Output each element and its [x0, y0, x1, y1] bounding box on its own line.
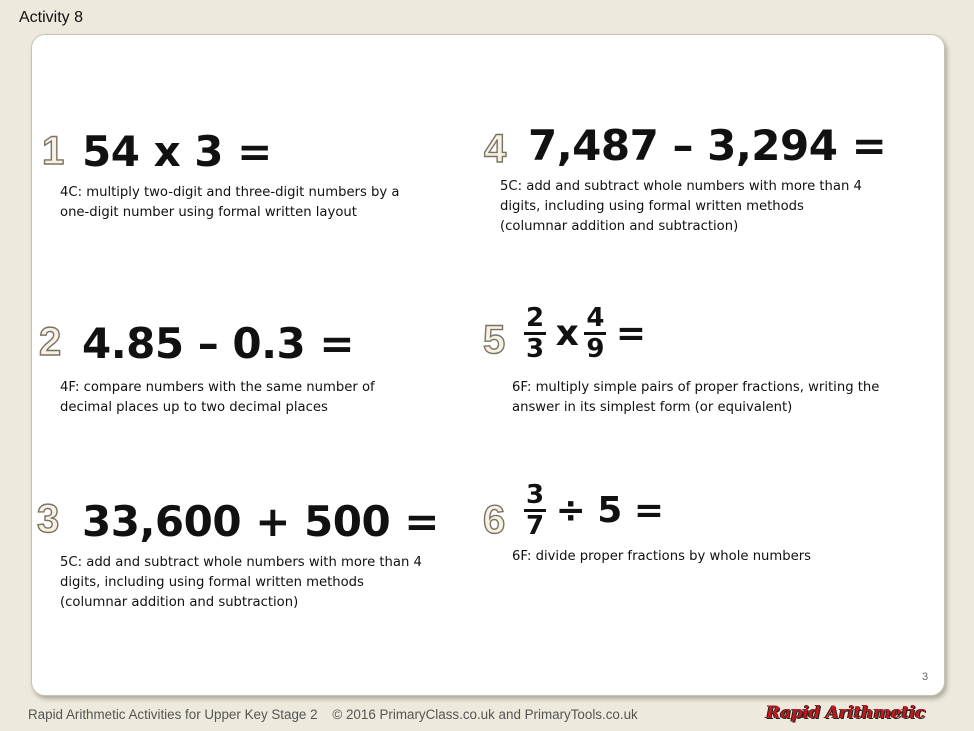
question-description-1: 4C: multiply two-digit and three-digit numbers by a one-digit number using formal written layout	[60, 185, 400, 220]
fraction-numerator: 3	[526, 480, 544, 510]
equals-sign: =	[615, 312, 646, 354]
page-number: 3	[922, 671, 929, 683]
question-number-4: 4	[484, 127, 507, 171]
question-expression-5	[524, 305, 652, 362]
equals-sign: =	[633, 489, 664, 531]
question-expression-6	[524, 482, 670, 539]
question-number-2: 2	[39, 320, 62, 364]
question-number-3: 3	[37, 497, 60, 541]
question-description-4: 5C: add and subtract whole numbers with more than 4 digits, including using formal written methods (columnar addition and subtraction)	[500, 179, 862, 234]
question-description-5: 6F: multiply simple pairs of proper fractions, writing the answer in its simplest form (or equivalent)	[512, 380, 880, 415]
question-description-2: 4F: compare numbers with the same number of decimal places up to two decimal places	[60, 380, 375, 415]
question-expression-1: 54 x 3 =	[82, 127, 272, 176]
question-description-6: 6F: divide proper fractions by whole numbers	[512, 549, 812, 564]
fraction-denominator: 9	[586, 334, 604, 364]
multiply-operator: x	[555, 312, 579, 354]
question-expression-4: 7,487 – 3,294 =	[528, 121, 887, 170]
fraction-numerator: 2	[526, 303, 544, 333]
slide-card	[31, 34, 945, 696]
rapid-arithmetic-logo: Rapid Arithmetic	[766, 703, 926, 723]
activity-title: Activity 8	[19, 9, 84, 26]
fraction-4-9	[584, 305, 606, 362]
question-expression-3: 33,600 + 500 =	[82, 497, 439, 546]
question-number-6: 6	[483, 498, 506, 542]
question-description-3: 5C: add and subtract whole numbers with more than 4 digits, including using formal written methods (columnar addition and subtraction)	[60, 555, 422, 610]
footer-text: Rapid Arithmetic Activities for Upper Key Stage 2 © 2016 PrimaryClass.co.uk and PrimaryTools.co.uk	[28, 707, 638, 722]
fraction-denominator: 3	[526, 334, 544, 364]
question-expression-2: 4.85 – 0.3 =	[82, 319, 355, 368]
question-number-5: 5	[483, 318, 506, 362]
question-number-1: 1	[42, 129, 65, 173]
operand: 5	[597, 489, 622, 531]
fraction-denominator: 7	[526, 511, 544, 541]
divide-operator: ÷	[555, 489, 586, 531]
fraction-2-3	[524, 305, 546, 362]
fraction-3-7	[524, 482, 546, 539]
fraction-numerator: 4	[586, 303, 604, 333]
